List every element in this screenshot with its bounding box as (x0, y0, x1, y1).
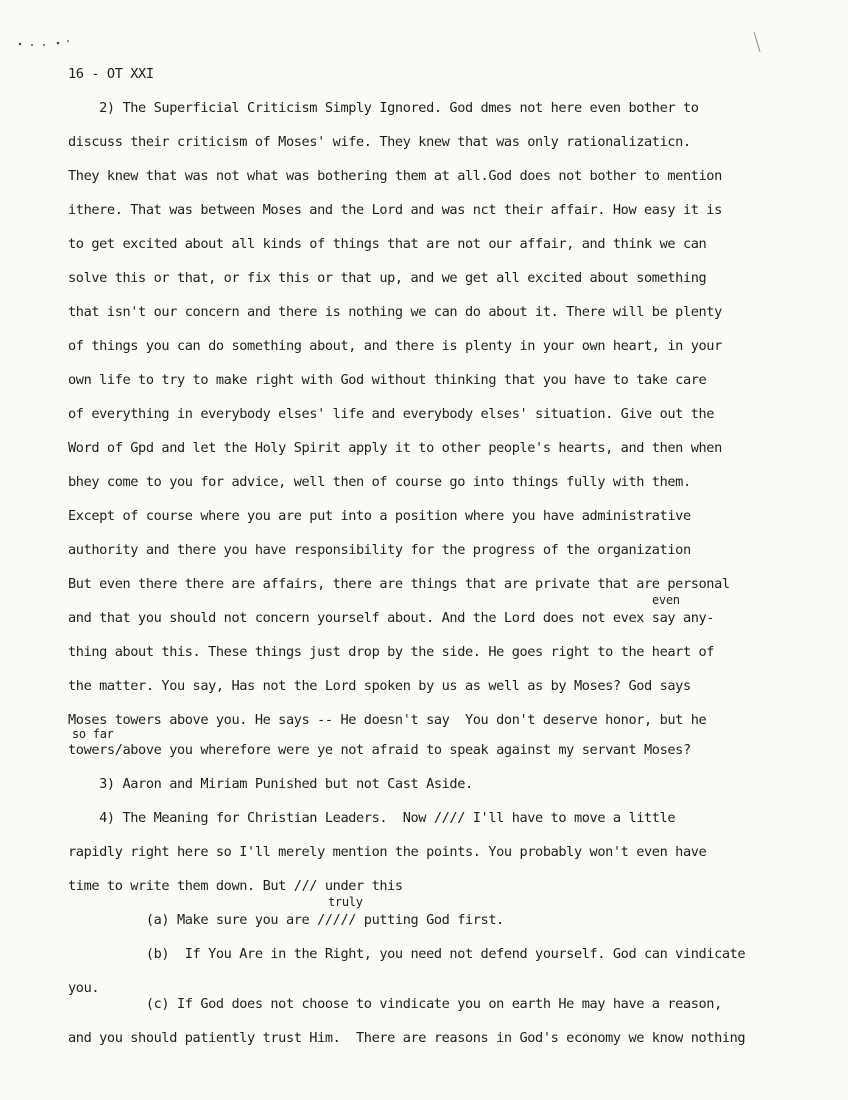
text-line: the matter. You say, Has not the Lord spoken by us as well as by Moses? God says (68, 678, 691, 694)
text-line: you. (68, 980, 100, 996)
handwritten-insertion: even (652, 593, 680, 607)
paper-mark (752, 30, 770, 56)
text-line: thing about this. These things just drop by the side. He goes right to the heart of (68, 644, 715, 660)
text-line: Except of course where you are put into a position where you have administrative (68, 508, 691, 524)
text-line: (a) Make sure you are ///// putting God first. (68, 912, 504, 928)
text-line: authority and there you have responsibility for the progress of the organization (68, 542, 691, 558)
text-line: Word of Gpd and let the Holy Spirit apply it to other people's hearts, and then when (68, 440, 722, 456)
text-line: (b) If You Are in the Right, you need not defend yourself. God can vindicate (68, 946, 746, 962)
text-line: But even there there are affairs, there are things that are private that are personal (68, 576, 730, 592)
text-line: own life to try to make right with God without thinking that you have to take care (68, 372, 707, 388)
paper-specks (14, 36, 74, 50)
text-line: 3) Aaron and Miriam Punished but not Cast Aside. (68, 776, 473, 792)
text-line: ithere. That was between Moses and the Lord and was nct their affair. How easy it is (68, 202, 722, 218)
text-line: of everything in everybody elses' life and everybody elses' situation. Give out the (68, 406, 715, 422)
text-line: Moses towers above you. He says -- He doesn't say You don't deserve honor, but he (68, 712, 707, 728)
text-line: and you should patiently trust Him. There are reasons in God's economy we know nothing (68, 1030, 746, 1046)
text-line: 4) The Meaning for Christian Leaders. Now //// I'll have to move a little (68, 810, 676, 826)
text-line: rapidly right here so I'll merely mention the points. You probably won't even have (68, 844, 707, 860)
text-line: to get excited about all kinds of things that are not our affair, and think we can (68, 236, 707, 252)
text-line: time to write them down. But /// under this (68, 878, 403, 894)
text-line: solve this or that, or fix this or that up, and we get all excited about something (68, 270, 707, 286)
text-line: 2) The Superficial Criticism Simply Ignored. God dmes not here even bother to (68, 100, 699, 116)
page-header: 16 - OT XXI (68, 66, 154, 82)
text-line: of things you can do something about, and there is plenty in your own heart, in your (68, 338, 722, 354)
text-line: (c) If God does not choose to vindicate you on earth He may have a reason, (68, 996, 722, 1012)
handwritten-insertion: so far (72, 727, 114, 741)
text-line: and that you should not concern yourself about. And the Lord does not evex say any- (68, 610, 715, 626)
text-line: They knew that was not what was bothering them at all.God does not bother to mention (68, 168, 722, 184)
handwritten-insertion: truly (328, 895, 363, 909)
text-line: discuss their criticism of Moses' wife. They knew that was only rationalizaticn. (68, 134, 691, 150)
text-line: that isn't our concern and there is nothing we can do about it. There will be plenty (68, 304, 722, 320)
text-line: towers/above you wherefore were ye not afraid to speak against my servant Moses? (68, 742, 691, 758)
text-line: bhey come to you for advice, well then of course go into things fully with them. (68, 474, 691, 490)
